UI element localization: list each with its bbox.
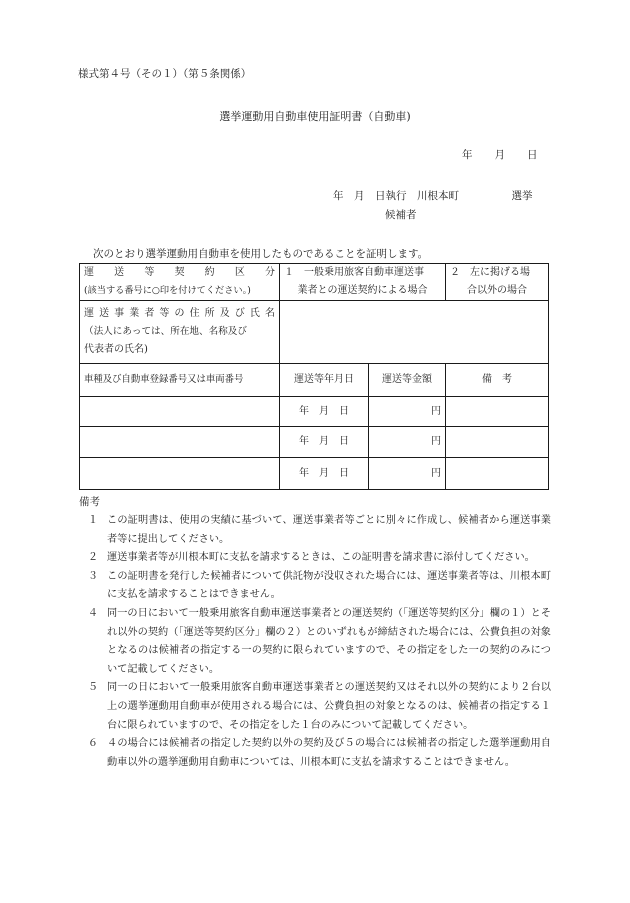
- operator-label-line1: 運送事業者等の住所及び氏名: [84, 308, 275, 319]
- contract-type-cell: [80, 264, 280, 301]
- col-vehicle-header: 車種及び自動車登録番号又は車両番号: [80, 364, 280, 397]
- date-cell[interactable]: 年 月 日: [280, 397, 369, 427]
- remarks-heading: 備考: [79, 496, 100, 508]
- option2-line2: 合以外の場合: [467, 285, 527, 296]
- list-item: [79, 549, 551, 568]
- col-amount-header: 運送等金額: [369, 364, 446, 397]
- remarks-cell[interactable]: [446, 458, 549, 490]
- operator-label-line3: 代表者の氏名): [84, 344, 148, 355]
- date-cell[interactable]: 年 月 日: [280, 458, 369, 490]
- note-text: この証明書を発行した候補者について供託物が没収された場合には、運送事業者等は、川根本町に支払を請求することはできません。: [107, 570, 551, 601]
- year-label: 年: [462, 149, 473, 161]
- note-number: ４: [87, 607, 99, 619]
- col-date-header: 運送等年月日: [280, 364, 369, 397]
- issue-date: [462, 147, 538, 162]
- note-text: ４の場合には候補者の指定した契約以外の契約及び５の場合には候補者の指定した選挙運動用自動車以外の選挙運動用自動車については、川根本町に支払を請求することはできません。: [107, 738, 551, 768]
- vehicle-cell[interactable]: [80, 458, 280, 490]
- note-text: 同一の日において一般乗用旅客自動車運送事業者との運送契約（「運送等契約区分」欄の１）とそれ以外の契約（「運送等契約区分」欄の２）とのいずれもが締結された場合には、公費負担の対象となるのは候補者の指定する一の契約に限られていますので、その指定をした一の契約のみについて記載してください。: [107, 607, 551, 675]
- note-text: この証明書は、使用の実績に基づいて、運送事業者等ごとに別々に作成し、候補者から運送事業者等に提出してください。: [107, 515, 551, 545]
- remarks-cell[interactable]: [446, 397, 549, 427]
- operator-value-cell[interactable]: [280, 301, 549, 364]
- list-item: [79, 735, 551, 772]
- remarks-cell[interactable]: [446, 427, 549, 458]
- list-item: [79, 568, 551, 605]
- day-label: 日: [527, 149, 538, 161]
- election-line: 年 月 日執行 川根本町 選挙: [333, 190, 533, 202]
- date-cell[interactable]: 年 月 日: [280, 427, 369, 458]
- note-number: ３: [87, 570, 99, 582]
- intro-text: 次のとおり選挙運動用自動車を使用したものであることを証明します。: [93, 248, 429, 260]
- note-number: ６: [87, 738, 99, 750]
- vehicle-cell[interactable]: [80, 397, 280, 427]
- note-text: 運送事業者等が川根本町に支払を請求するときは、この証明書を請求書に添付してください。: [107, 552, 535, 564]
- col-remarks-header: 備 考: [446, 364, 549, 397]
- certificate-table: [79, 263, 549, 490]
- list-item: [79, 512, 551, 549]
- note-number: ２: [87, 552, 99, 564]
- document-title: 選挙運動用自動車使用証明書（自動車): [219, 110, 411, 123]
- column-header-row: [80, 364, 549, 397]
- contract-type-row: [80, 264, 549, 301]
- table-row: [80, 458, 549, 490]
- list-item: [79, 605, 551, 679]
- option1-line2: 業者との運送契約による場合: [297, 285, 428, 296]
- candidate-label: 候補者: [385, 209, 417, 221]
- note-text: 同一の日において一般乗用旅客自動車運送事業者との運送契約又はそれ以外の契約により２台以上の選挙運動用自動車が使用される場合には、公費負担の対象となるのは、候補者の指定する１台に限られていますので、その指定をした１台のみについて記載してください。: [107, 682, 551, 731]
- amount-cell[interactable]: 円: [369, 427, 446, 458]
- operator-label-cell: [80, 301, 280, 364]
- contract-option-2: [446, 264, 549, 301]
- amount-cell[interactable]: 円: [369, 458, 446, 490]
- table-row: [80, 427, 549, 458]
- option1-line1: １ 一般乗用旅客自動車運送事: [284, 267, 424, 278]
- operator-row: [80, 301, 549, 364]
- contract-type-note: (該当する番号に○印を付けてください。): [84, 285, 251, 296]
- vehicle-cell[interactable]: [80, 427, 280, 458]
- list-item: [79, 679, 551, 735]
- remarks-list: [79, 512, 551, 772]
- option2-line1: ２ 左に掲げる場: [450, 267, 530, 278]
- contract-option-1: [280, 264, 446, 301]
- note-number: １: [87, 515, 99, 526]
- contract-type-label: 運 送 等 契 約 区 分: [84, 267, 275, 278]
- operator-label-line2: （法人にあっては、所在地、名称及び: [84, 326, 247, 337]
- note-number: ５: [87, 682, 99, 694]
- amount-cell[interactable]: 円: [369, 397, 446, 427]
- table-row: [80, 397, 549, 427]
- month-label: 月: [494, 149, 505, 161]
- form-number: 様式第４号（その１）（第５条関係）: [78, 68, 252, 80]
